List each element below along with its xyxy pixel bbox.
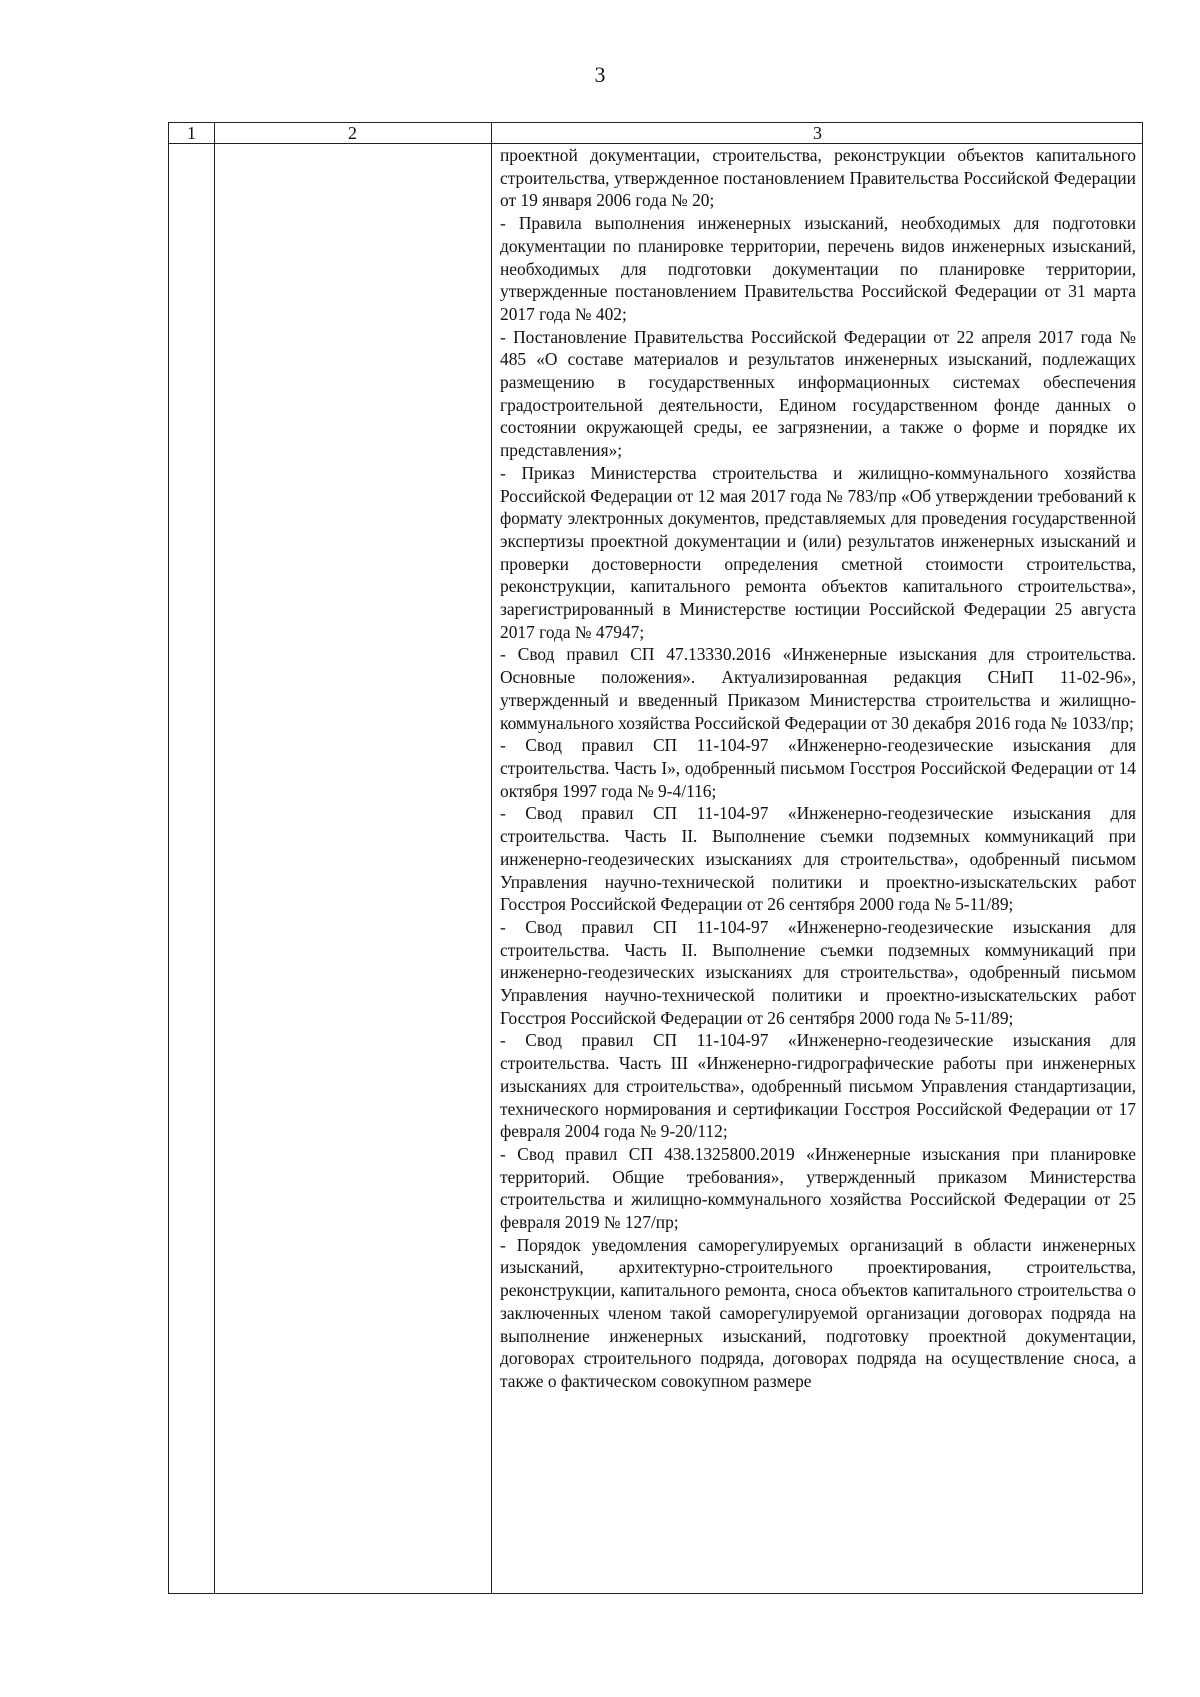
paragraph: проектной документации, строительства, реконструкции объектов капитального строительства, утвержденное постановлением Правительства Российской Федерации от 19 января 2006 года № 20;: [500, 145, 1136, 211]
paragraph: - Свод правил СП 11-104-97 «Инженерно-геодезические изыскания для строительства. Часть I», одобренный письмом Госстроя Российской Федерации от 14 октября 1997 года № 9-4/116;: [500, 735, 1136, 801]
paragraph: - Правила выполнения инженерных изысканий, необходимых для подготовки документации по планировке территории, перечень видов инженерных изысканий, необходимых для подготовки документации по планировке территории, утвержденные постановлением Правительства Российской Федерации от 31 марта 2017 года № 402;: [500, 213, 1136, 324]
column-divider-1: [214, 123, 215, 1593]
paragraph: - Свод правил СП 438.1325800.2019 «Инженерные изыскания при планировке территорий. Общие требования», утвержденный приказом Министерства строительства и жилищно-коммунального хозяйства Российской Федерации от 25 февраля 2019 № 127/пр;: [500, 1143, 1136, 1233]
paragraph: - Приказ Министерства строительства и жилищно-коммунального хозяйства Российской Федерации от 12 мая 2017 года № 783/пр «Об утверждении требований к формату электронных документов, представляемых для проведения государственной экспертизы проектной документации и (или) результатов инженерных изысканий и проверки достоверности определения сметной стоимости строительства, реконструкции, капитального ремонта объектов капитального строительства», зарегистрированный в Министерстве юстиции Российской Федерации 25 августа 2017 года № 47947;: [500, 462, 1136, 642]
column-3-content: [500, 144, 1136, 1393]
header-cell-3: 3: [813, 123, 822, 143]
table-header-row: [169, 123, 1142, 144]
paragraph: - Свод правил СП 11-104-97 «Инженерно-геодезические изыскания для строительства. Часть II. Выполнение съемки подземных коммуникаций при инженерно-геодезических изысканиях для строительства», одобренный письмом Управления научно-технической политики и проектно-изыскательских работ Госстроя Российской Федерации от 26 сентября 2000 года № 5-11/89;: [500, 916, 1136, 1028]
paragraph: - Постановление Правительства Российской Федерации от 22 апреля 2017 года № 485 «О составе материалов и результатов инженерных изысканий, подлежащих размещению в государственных информационных системах обеспечения градостроительной деятельности, Едином государственном фонде данных о состоянии окружающей среды, ее загрязнении, а также о форме и порядке их представления»;: [500, 326, 1136, 461]
document-table: [168, 122, 1143, 1594]
page-number: 3: [594, 62, 606, 87]
column-divider-2: [491, 123, 492, 1593]
header-cell-2: 2: [348, 123, 357, 143]
paragraph: - Порядок уведомления саморегулируемых организаций в области инженерных изысканий, архитектурно-строительного проектирования, строительства, реконструкции, капитального ремонта, сноса объектов капитального строительства о заключенных членом такой саморегулируемой организации договорах подряда на выполнение инженерных изысканий, подготовку проектной документации, договорах строительного подряда, договорах подряда на осуществление сноса, а также о фактическом совокупном размере: [500, 1234, 1136, 1391]
paragraph: - Свод правил СП 11-104-97 «Инженерно-геодезические изыскания для строительства. Часть II. Выполнение съемки подземных коммуникаций при инженерно-геодезических изысканиях для строительства», одобренный письмом Управления научно-технической политики и проектно-изыскательских работ Госстроя Российской Федерации от 26 сентября 2000 года № 5-11/89;: [500, 803, 1136, 915]
paragraph: - Свод правил СП 47.13330.2016 «Инженерные изыскания для строительства. Основные положения». Актуализированная редакция СНиП 11-02-96», утвержденный и введенный Приказом Министерства строительства и жилищно-коммунального хозяйства Российской Федерации от 30 декабря 2016 года № 1033/пр;: [500, 644, 1136, 733]
header-cell-1: 1: [187, 123, 196, 143]
paragraph: - Свод правил СП 11-104-97 «Инженерно-геодезические изыскания для строительства. Часть III «Инженерно-гидрографические работы при инженерных изысканиях для строительства», одобренный письмом Управления стандартизации, технического нормирования и сертификации Госстроя Российской Федерации от 17 февраля 2004 года № 9-20/112;: [500, 1030, 1136, 1142]
